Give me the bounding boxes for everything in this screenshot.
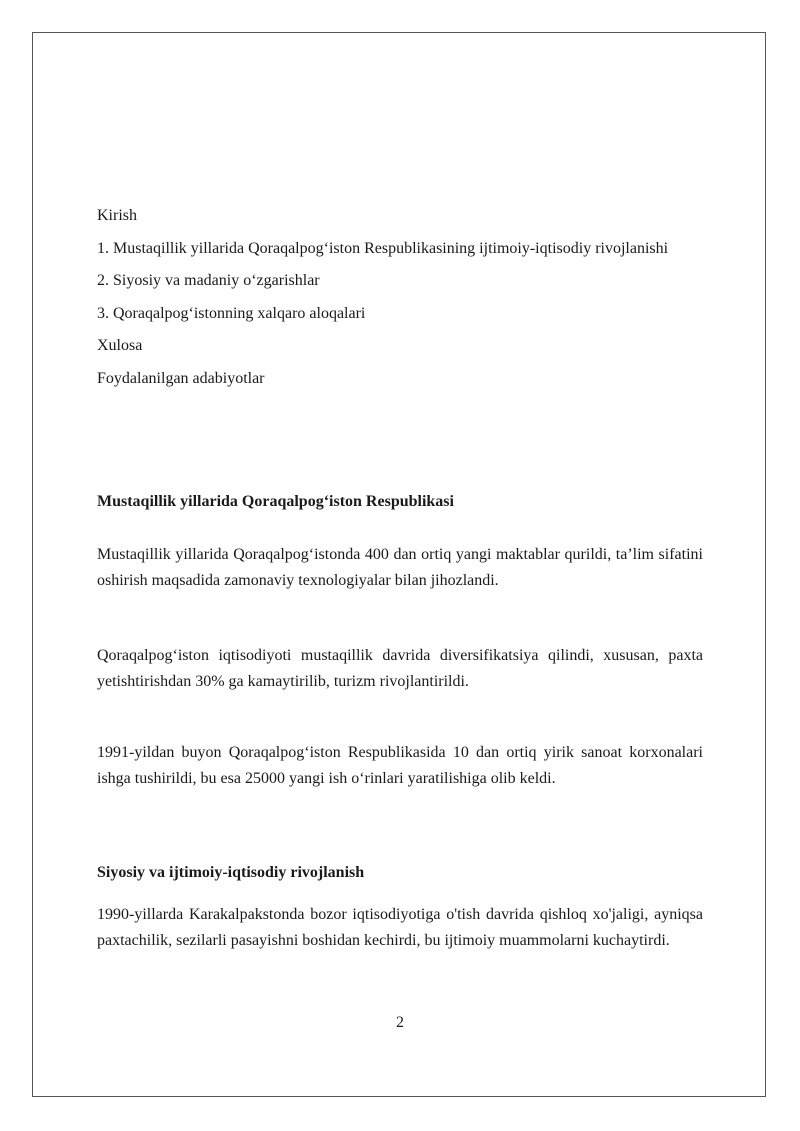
paragraph: Qoraqalpog‘iston iqtisodiyoti mustaqillik davrida diversifikatsiya qilindi, xususan, paxta yetishtirishdan 30% ga kamaytirilib, turizm rivojlantirildi. xyxy=(97,647,703,690)
table-of-contents xyxy=(97,200,703,395)
paragraph: 1990-yillarda Karakalpakstonda bozor iqtisodiyotiga o'tish davrida qishloq xo'jaligi, ayniqsa paxtachilik, sezilarli pasayishni boshidan kechirdi, bu ijtimoiy muammolarni kuchaytirdi. xyxy=(97,906,703,949)
paragraph: Mustaqillik yillarida Qoraqalpog‘istonda 400 dan ortiq yangi maktablar qurildi, ta’lim sifatini oshirish maqsadida zamonaviy texnologiyalar bilan jihozlandi. xyxy=(97,546,703,589)
toc-item-3: 3. Qoraqalpog‘istonning xalqaro aloqalari xyxy=(97,304,366,322)
toc-item-references: Foydalanilgan adabiyotlar xyxy=(97,369,265,387)
toc-item-intro: Kirish xyxy=(97,207,137,224)
toc-item-2: 2. Siyosiy va madaniy o‘zgarishlar xyxy=(97,272,320,289)
toc-item-conclusion: Xulosa xyxy=(97,337,143,354)
page-number: 2 xyxy=(396,1014,404,1031)
section-heading-1: Mustaqillik yillarida Qoraqalpog‘iston Respublikasi xyxy=(97,493,454,510)
section-heading-2: Siyosiy va ijtimoiy-iqtisodiy rivojlanish xyxy=(97,864,365,881)
toc-item-1: 1. Mustaqillik yillarida Qoraqalpog‘iston Respublikasining ijtimoiy-iqtisodiy rivojlanishi xyxy=(97,239,669,257)
paragraph: 1991-yildan buyon Qoraqalpog‘iston Respublikasida 10 dan ortiq yirik sanoat korxonalari ishga tushirildi, bu esa 25000 yangi ish o‘rinlari yaratilishiga olib keldi. xyxy=(97,744,703,787)
